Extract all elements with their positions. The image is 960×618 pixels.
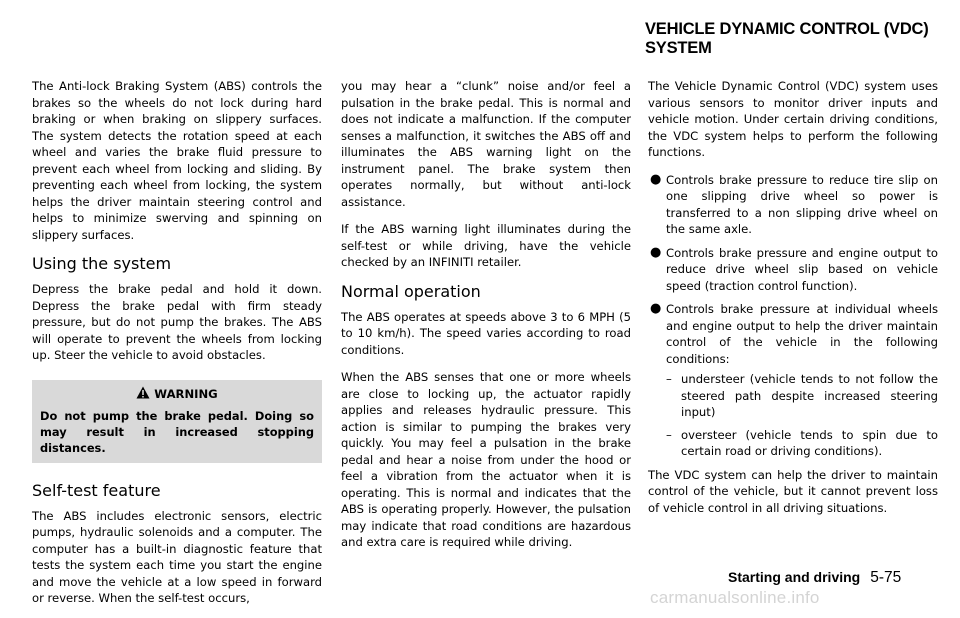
bullet-icon: ● bbox=[650, 301, 662, 316]
list-item bbox=[666, 427, 938, 460]
page-footer bbox=[728, 569, 901, 587]
warning-label: WARNING bbox=[154, 386, 218, 401]
self-test-paragraph: The ABS includes electronic sensors, electric pumps, hydraulic solenoids and a computer. The computer has a built-in diagnostic feature that tests the system each time you start the engine and move the vehicle at a low speed in forward or reverse. When the self-test occurs, bbox=[32, 508, 322, 605]
section-title bbox=[645, 20, 945, 58]
bullet-text: Controls brake pressure to reduce tire slip on one slipping drive wheel so power is transferred to a non slipping drive wheel on the same axle. bbox=[666, 172, 938, 236]
column-2 bbox=[341, 78, 631, 562]
sub-item-text: oversteer (vehicle tends to spin due to certain road or driving conditions). bbox=[681, 427, 938, 458]
dash-icon: – bbox=[666, 427, 672, 442]
list-item bbox=[648, 245, 938, 295]
bullet-text: Controls brake pressure and engine output to reduce drive wheel slip based on vehicle speed (traction control function). bbox=[666, 245, 938, 293]
normal-operation-heading: Normal operation bbox=[341, 281, 481, 301]
column-1 bbox=[32, 78, 322, 618]
sub-item-text: understeer (vehicle tends to not follow the steered path despite increased steering input) bbox=[681, 372, 938, 419]
vdc-closing-paragraph: The VDC system can help the driver to maintain control of the vehicle, but it cannot prevent loss of vehicle control in all driving situations. bbox=[648, 467, 938, 515]
clunk-paragraph: you may hear a “clunk” noise and/or feel a pulsation in the brake pedal. This is normal and does not indicate a malfunction. If the computer senses a malfunction, it switches the ABS off and illuminates the ABS warning light on the instrument panel. The brake system then operates normally, but without anti-lock assistance. bbox=[341, 79, 631, 209]
condition-sublist bbox=[666, 371, 938, 460]
warning-text: Do not pump the brake pedal. Doing so may result in increased stopping distances. bbox=[40, 408, 314, 455]
using-system-heading: Using the system bbox=[32, 254, 172, 273]
warning-header bbox=[40, 386, 314, 402]
section-title-line1: VEHICLE DYNAMIC CONTROL (VDC) bbox=[645, 20, 929, 38]
warning-light-paragraph: If the ABS warning light illuminates during the self-test or while driving, have the vehicle checked by an INFINITI retailer. bbox=[341, 222, 631, 269]
warning-box bbox=[32, 380, 322, 463]
bullet-icon: ● bbox=[650, 171, 662, 187]
warning-triangle-icon bbox=[136, 386, 150, 402]
bullet-text: Controls brake pressure at individual wheels and engine output to help the driver maintain control of the vehicle in the following conditions: bbox=[666, 302, 938, 366]
bullet-icon: ● bbox=[650, 244, 662, 260]
watermark: carmanualsonline.info bbox=[650, 588, 820, 607]
list-item bbox=[666, 371, 938, 421]
column-3 bbox=[648, 78, 938, 527]
vdc-function-list bbox=[648, 172, 938, 460]
using-system-paragraph: Depress the brake pedal and hold it down. Depress the brake pedal with firm steady pressure, but do not pump the brakes. The ABS will operate to prevent the wheels from locking up. Steer the vehicle to avoid obstacles. bbox=[32, 282, 322, 362]
abs-intro-paragraph: The Anti-lock Braking System (ABS) controls the brakes so the wheels do not lock during hard braking or when braking on slippery surfaces. The system detects the rotation speed at each wheel and varies the brake fluid pressure to prevent each wheel from locking and sliding. By preventing each wheel from locking, the system helps the driver maintain steering control and helps to minimize swerving and spinning on slippery surfaces. bbox=[32, 79, 322, 242]
speed-paragraph: The ABS operates at speeds above 3 to 6 MPH (5 to 10 km/h). The speed varies according to road conditions. bbox=[341, 309, 631, 357]
section-title-line2: SYSTEM bbox=[645, 39, 712, 57]
page-number: 5-75 bbox=[870, 569, 902, 586]
list-item bbox=[648, 301, 938, 460]
self-test-heading: Self-test feature bbox=[32, 480, 161, 500]
chapter-name: Starting and driving bbox=[728, 569, 861, 585]
vdc-intro-paragraph: The Vehicle Dynamic Control (VDC) system uses various sensors to monitor driver inputs and vehicle motion. Under certain driving conditions, the VDC system helps to perform the following functions. bbox=[648, 79, 938, 159]
list-item bbox=[648, 172, 938, 238]
dash-icon: – bbox=[666, 372, 672, 386]
actuator-paragraph: When the ABS senses that one or more wheels are close to locking up, the actuator rapidly applies and releases hydraulic pressure. This action is similar to pumping the brakes very quickly. You may feel a pulsation in the brake pedal and hear a noise from under the hood or feel a vibration from the actuator when it is operating. This is normal and indicates that the ABS is operating properly. However, the pulsation may indicate that road conditions are hazardous and extra care is required while driving. bbox=[341, 370, 631, 549]
